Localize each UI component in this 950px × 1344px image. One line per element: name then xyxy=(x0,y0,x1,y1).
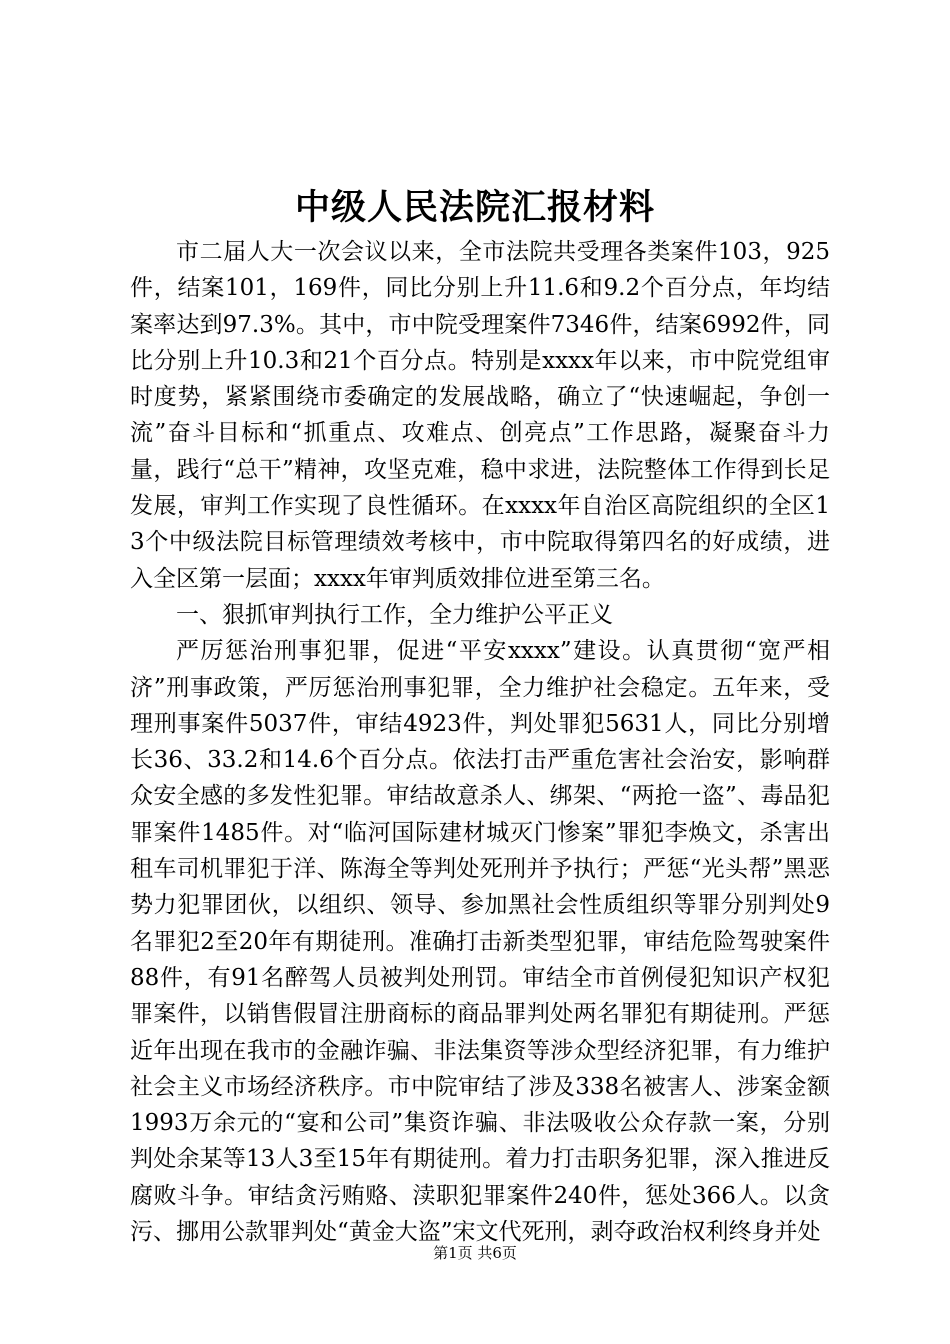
paragraph-criminal: 严厉惩治刑事犯罪，促进“平安xxxx”建设。认真贯彻“宽严相济”刑事政策，严厉惩治刑事犯罪，全力维护社会稳定。五年来，受理刑事案件5037件，审结4923件，判处罪犯5631人，同比分别增长36、33.2和14.6个百分点。依法打击严重危害社会治安，影响群众安全感的多发性犯罪。审结故意杀人、绑架、“两抢一盗”、毒品犯罪案件1485件。对“临河国际建材城灭门惨案”罪犯李焕文，杀害出租车司机罪犯于洋、陈海全等判处死刑并予执行；严惩“光头帮”黑恶势力犯罪团伙，以组织、领导、参加黑社会性质组织等罪分别判处9名罪犯2至20年有期徒刑。准确打击新类型犯罪，审结危险驾驶案件88件，有91名醉驾人员被判处刑罚。审结全市首例侵犯知识产权犯罪案件，以销售假冒注册商标的商品罪判处两名罪犯有期徒刑。严惩近年出现在我市的金融诈骗、非法集资等涉众型经济犯罪，有力维护社会主义市场经济秩序。市中院审结了涉及338名被害人、涉案金额1993万余元的“宴和公司”集资诈骗、非法吸收公众存款一案，分别判处余某等13人3至15年有期徒刑。着力打击职务犯罪，深入推进反腐败斗争。审结贪污贿赂、渎职犯罪案件240件，惩处366人。以贪污、挪用公款罪判处“黄金大盗”宋文代死刑，剥夺政治权利终身并处 xyxy=(130,638,830,1246)
document-body xyxy=(130,234,830,1250)
paragraph-intro: 市二届人大一次会议以来，全市法院共受理各类案件103，925件，结案101，169件，同比分别上升11.6和9.2个百分点，年均结案率达到97.3%。其中，市中院受理案件7346件，结案6992件，同比分别上升10.3和21个百分点。特别是xxxx年以来，市中院党组审时度势，紧紧围绕市委确定的发展战略，确立了“快速崛起，争创一流”奋斗目标和“抓重点、攻难点、创亮点”工作思路，凝聚奋斗力量，践行“总干”精神，攻坚克难，稳中求进，法院整体工作得到长足发展，审判工作实现了良性循环。在xxxx年自治区高院组织的全区13个中级法院目标管理绩效考核中，市中院取得第四名的好成绩，进入全区第一层面；xxxx年审判质效排位进至第三名。 xyxy=(130,239,830,592)
page-footer: 第1页 共6页 xyxy=(433,1244,517,1262)
document-title: 中级人民法院汇报材料 xyxy=(294,187,655,228)
section-heading: 一、狠抓审判执行工作，全力维护公平正义 xyxy=(176,601,613,628)
